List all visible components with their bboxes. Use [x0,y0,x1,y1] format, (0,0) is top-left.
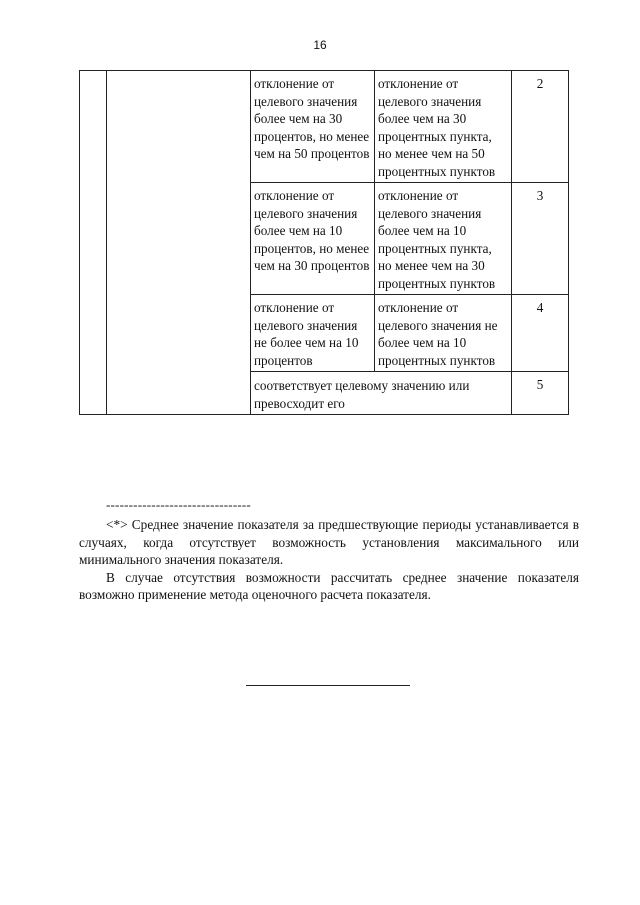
page-number: 16 [313,38,327,52]
table-cell-condition: отклонение от целевого значения не более чем на 10 процентов [251,295,375,372]
table-cell-condition-points: отклонение от целевого значения более чем на 30 процентных пункта, но менее чем на 50 процентных пунктов [375,71,512,183]
footnote-separator: -------------------------------- [106,497,251,512]
table-cell-condition: отклонение от целевого значения более чем на 10 процентов, но менее чем на 30 процентов [251,183,375,295]
end-divider-line [246,685,410,686]
table-cell-score: 2 [512,71,569,183]
footnote-paragraph: <*> Среднее значение показателя за предшествующие периоды устанавливается в случаях, когда отсутствует возможность установления максимального или минимального значения показателя. [79,517,579,568]
table-cell-score: 5 [512,372,569,415]
table-cell-score: 4 [512,295,569,372]
table-cell-empty-1 [80,71,107,415]
footnote-paragraph: В случае отсутствия возможности рассчитать среднее значение показателя возможно применение метода оценочного расчета показателя. [79,569,579,603]
footnotes [79,516,579,604]
table-cell-condition-points: отклонение от целевого значения более чем на 10 процентных пункта, но менее чем на 30 процентных пунктов [375,183,512,295]
criteria-table [79,70,569,415]
table-row [80,71,569,183]
table-cell-condition-points: отклонение от целевого значения не более чем на 10 процентных пунктов [375,295,512,372]
table-cell-merged: соответствует целевому значению или превосходит его [251,372,512,415]
table-cell-condition: отклонение от целевого значения более чем на 30 процентов, но менее чем на 50 процентов [251,71,375,183]
table-cell-empty-2 [107,71,251,415]
table-cell-score: 3 [512,183,569,295]
